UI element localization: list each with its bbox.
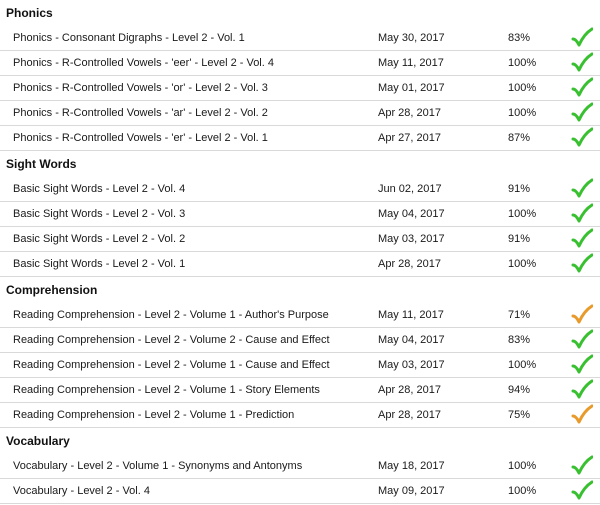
activity-name[interactable]: Reading Comprehension - Level 2 - Volume 1 - Author's Purpose	[13, 309, 329, 321]
activity-name[interactable]: Reading Comprehension - Level 2 - Volume 1 - Cause and Effect	[13, 359, 330, 371]
activity-score: 100%	[508, 258, 537, 270]
activity-row	[0, 101, 600, 126]
activity-name[interactable]: Vocabulary - Level 2 - Vol. 4	[13, 485, 150, 497]
activity-date: May 09, 2017	[378, 485, 445, 497]
activity-row	[0, 26, 600, 51]
green-check-icon	[571, 228, 593, 250]
activity-score: 94%	[508, 384, 531, 396]
activity-row	[0, 479, 600, 504]
activity-score: 91%	[508, 233, 531, 245]
activity-date: May 18, 2017	[378, 460, 445, 472]
green-check-icon	[571, 52, 593, 74]
activity-name[interactable]: Basic Sight Words - Level 2 - Vol. 2	[13, 233, 186, 245]
green-check-icon	[571, 178, 593, 200]
section-title: Sight Words	[6, 157, 77, 171]
activity-row	[0, 353, 600, 378]
activity-row	[0, 454, 600, 479]
green-check-icon	[571, 102, 593, 124]
green-check-icon	[571, 480, 593, 502]
activity-date: May 04, 2017	[378, 208, 445, 220]
activity-row	[0, 177, 600, 202]
activity-row	[0, 378, 600, 403]
activity-score: 91%	[508, 183, 531, 195]
activity-date: May 30, 2017	[378, 32, 445, 44]
green-check-icon	[571, 27, 593, 49]
activity-score: 87%	[508, 132, 531, 144]
activity-score: 100%	[508, 460, 537, 472]
activity-row	[0, 76, 600, 101]
activity-name[interactable]: Reading Comprehension - Level 2 - Volume 1 - Prediction	[13, 409, 295, 421]
green-check-icon	[571, 354, 593, 376]
section-phonics	[0, 0, 600, 151]
activity-date: Apr 28, 2017	[378, 258, 441, 270]
activity-date: May 04, 2017	[378, 334, 445, 346]
activity-name[interactable]: Basic Sight Words - Level 2 - Vol. 3	[13, 208, 186, 220]
orange-check-icon	[571, 404, 593, 426]
orange-check-icon	[571, 304, 593, 326]
activity-score: 83%	[508, 334, 531, 346]
activity-date: Jun 02, 2017	[378, 183, 442, 195]
activity-name[interactable]: Phonics - Consonant Digraphs - Level 2 - Vol. 1	[13, 32, 245, 44]
green-check-icon	[571, 127, 593, 149]
activity-date: Apr 28, 2017	[378, 384, 441, 396]
activity-name[interactable]: Phonics - R-Controlled Vowels - 'er' - Level 2 - Vol. 1	[13, 132, 268, 144]
green-check-icon	[571, 253, 593, 275]
green-check-icon	[571, 455, 593, 477]
activity-row	[0, 252, 600, 277]
activity-name[interactable]: Phonics - R-Controlled Vowels - 'or' - Level 2 - Vol. 3	[13, 82, 268, 94]
activity-name[interactable]: Reading Comprehension - Level 2 - Volume 2 - Cause and Effect	[13, 334, 330, 346]
activity-name[interactable]: Reading Comprehension - Level 2 - Volume 1 - Story Elements	[13, 384, 320, 396]
section-title: Phonics	[6, 6, 53, 20]
activity-date: May 03, 2017	[378, 359, 445, 371]
activity-score: 100%	[508, 485, 537, 497]
section-sight-words	[0, 151, 600, 277]
section-vocabulary	[0, 428, 600, 504]
activity-score: 83%	[508, 32, 531, 44]
activity-name[interactable]: Basic Sight Words - Level 2 - Vol. 4	[13, 183, 186, 195]
activity-score: 100%	[508, 107, 537, 119]
green-check-icon	[571, 329, 593, 351]
activity-score: 100%	[508, 57, 537, 69]
activity-row	[0, 403, 600, 428]
activity-score: 71%	[508, 309, 531, 321]
activity-date: May 11, 2017	[378, 57, 444, 69]
section-title: Comprehension	[6, 283, 98, 297]
activity-score: 100%	[508, 359, 537, 371]
green-check-icon	[571, 379, 593, 401]
activity-row	[0, 227, 600, 252]
section-comprehension	[0, 277, 600, 428]
activity-row	[0, 51, 600, 76]
activity-date: Apr 28, 2017	[378, 107, 441, 119]
activity-date: May 01, 2017	[378, 82, 445, 94]
activity-date: Apr 28, 2017	[378, 409, 441, 421]
activity-name[interactable]: Phonics - R-Controlled Vowels - 'ar' - Level 2 - Vol. 2	[13, 107, 268, 119]
section-title: Vocabulary	[6, 434, 70, 448]
activity-date: Apr 27, 2017	[378, 132, 441, 144]
activity-name[interactable]: Vocabulary - Level 2 - Volume 1 - Synonyms and Antonyms	[13, 460, 303, 472]
activity-score: 75%	[508, 409, 531, 421]
activity-date: May 11, 2017	[378, 309, 444, 321]
green-check-icon	[571, 77, 593, 99]
activity-row	[0, 328, 600, 353]
activity-date: May 03, 2017	[378, 233, 445, 245]
activity-score: 100%	[508, 208, 537, 220]
activity-row	[0, 202, 600, 227]
activity-row	[0, 126, 600, 151]
activity-row	[0, 303, 600, 328]
activity-score: 100%	[508, 82, 537, 94]
green-check-icon	[571, 203, 593, 225]
activity-name[interactable]: Phonics - R-Controlled Vowels - 'eer' - Level 2 - Vol. 4	[13, 57, 274, 69]
activity-name[interactable]: Basic Sight Words - Level 2 - Vol. 1	[13, 258, 186, 270]
